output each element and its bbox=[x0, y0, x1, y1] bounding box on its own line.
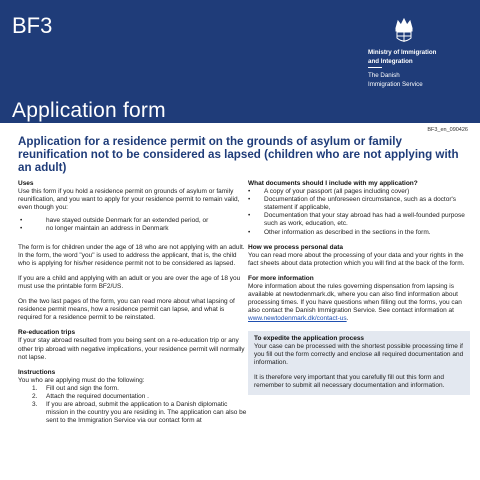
uses-intro: Use this form if you hold a residence permit on grounds of asylum or family reunification, and you want to apply for your residence permit to remain valid, even though you: bbox=[18, 188, 240, 212]
list-item: 3. If you are abroad, submit the application to a Danish diplomatic mission in the country you are residing in. The application can also be sent to the Immigration Service via our contact form at bbox=[32, 401, 247, 425]
documents-list bbox=[248, 188, 470, 237]
document-title: Application for a residence permit on the grounds of asylum or family reunification not to be considered as lapsed (children who are not applying with an adult) bbox=[18, 135, 459, 174]
list-item: • have stayed outside Denmark for an extended period, or bbox=[20, 217, 209, 225]
list-item: 1. Fill out and sign the form. bbox=[32, 384, 119, 392]
list-item: 2. Attach the required documentation . bbox=[32, 392, 149, 400]
list-item: • Documentation that your stay abroad has had a well-founded purpose such as work, education, etc. bbox=[248, 212, 465, 228]
personal-data-text: You can read more about the processing of your data and your rights in the fact sheets about data protection which you will find at the back of the form. bbox=[248, 251, 465, 267]
list-item: • A copy of your passport (all pages including cover) bbox=[248, 188, 410, 196]
expedite-box bbox=[248, 331, 470, 396]
list-item: • no longer maintain an address in Denmark bbox=[20, 225, 169, 233]
left-column bbox=[18, 180, 248, 425]
ministry-name: Ministry of Immigration and Integration bbox=[368, 49, 437, 65]
list-item: • Other information as described in the sections in the form. bbox=[248, 228, 431, 236]
list-item: • Documentation of the unforeseen circumstance, such as a doctor's statement if applicable, bbox=[248, 196, 457, 212]
last-pages-paragraph: On the two last pages of the form, you can read more about what lapsing of residence permit means, how a residence permit can lapse, and what is required for a residence permit to be reinstated. bbox=[18, 298, 235, 322]
reeducation-heading: Re-education trips bbox=[18, 329, 76, 337]
form-reference-code: BF3_en_090426 bbox=[427, 127, 468, 133]
more-info-text: More information about the rules governing dispensation from lapsing is available at newtodenmark.dk, where you can also find information about processing times. If you have questions when filling out the forms, you can also contact the Danish Immigration Service. See contact information at www.newtodenmark.dk/contact-us. bbox=[248, 283, 462, 323]
adult-paragraph: If you are a child and applying with an adult or you are over the age of 18 you must use the printable form BF2/US. bbox=[18, 274, 241, 290]
service-name: The Danish Immigration Service bbox=[368, 72, 423, 88]
uses-list bbox=[18, 217, 248, 233]
children-paragraph: The form is for children under the age of 18 who are not applying with an adult. In the form, the word "you" is used to address the applicant, that is, the child who is applying for his/her residence permit not to be considered as lapsed. bbox=[18, 243, 245, 267]
right-column bbox=[248, 180, 470, 395]
uses-heading: Uses bbox=[18, 180, 34, 187]
personal-data-heading: How we process personal data bbox=[248, 243, 344, 251]
instructions-steps bbox=[18, 385, 248, 425]
instructions-heading: Instructions bbox=[18, 368, 56, 376]
page-title: Application form bbox=[12, 99, 166, 122]
instructions-intro: You who are applying must do the following: bbox=[18, 376, 145, 384]
logo-divider bbox=[368, 67, 382, 68]
header-band bbox=[0, 0, 480, 123]
contact-us-link[interactable]: www.newtodenmark.dk/contact-us bbox=[248, 315, 347, 323]
expedite-heading: To expedite the application process bbox=[254, 334, 365, 342]
documents-heading: What documents should I include with my application? bbox=[248, 180, 418, 187]
expedite-text-2: It is therefore very important that you carefully fill out this form and remember to submit all necessary documentation and information. bbox=[254, 373, 445, 389]
crown-crest-icon bbox=[392, 16, 416, 46]
form-code: BF3 bbox=[12, 13, 53, 38]
more-info-heading: For more information bbox=[248, 274, 314, 282]
reeducation-text: If your stay abroad resulted from you being sent on a re-education trip or any other trip abroad with negative implications, your residence permit will normally not lapse. bbox=[18, 337, 245, 361]
expedite-text-1: Your case can be processed with the shortest possible processing time if you fill out the form correctly and enclose all required documentation and information. bbox=[254, 342, 464, 366]
